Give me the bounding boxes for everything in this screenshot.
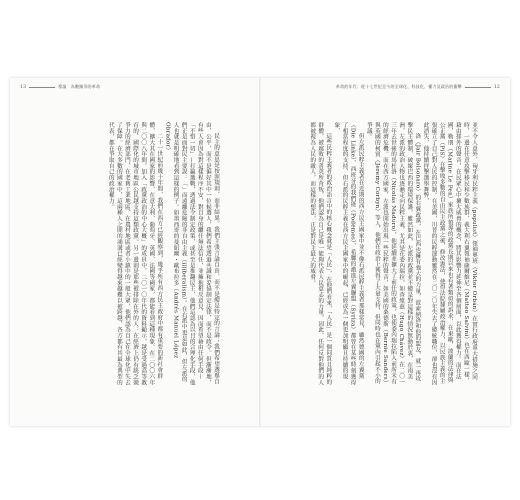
book-spread <box>10 78 510 426</box>
right-paragraph: 這些民粹主義者的政治語言中的核心概念就是「人民」，在他們看來，「人民」是一個同質且純粹的群體，被腐敗的菁英所背叛，他們認為自己是唯一能夠代表人民意志的力量，因此，任何反對他們的人都被視為人民的敵人，而這樣的想法，正是對民主最大的威脅。 <box>309 122 332 386</box>
right-page-text <box>292 122 478 387</box>
right-page-number: 12 <box>493 85 500 90</box>
header-rule <box>465 87 491 88</box>
left-page-text <box>54 122 220 387</box>
book-gutter <box>259 78 261 426</box>
right-paragraph: 但左派民粹主義者在近期的西方民主國家中並不像右派民粹主義者那樣常見，雖然德國的左翼黨（Die Linke）、西班牙的我們能（Podemos）、希臘的激進左翼聯盟（Syriza）都曾在某些時刻獲得了相當程度的支持，但右派的民粹主義在西方民主國家中的崛起，已經成為一個更加明顯且持續的現象， <box>333 122 364 386</box>
left-running-head <box>20 84 100 90</box>
right-head-title: 革命的年代：從十七世紀至今的全球化、科技化、權力及政治的衝擊 <box>335 84 462 89</box>
right-paragraph: 洛（Jair Bolsonaro）的右翼政黨，在巴西也擁有強大的力量，波索納洛和他的盟友，就一再攻擊民主體制，破壞巴西的環境保護。雖然如此，左派的政黨並不總是對這樣的情況無動於衷，在南美洲，左派的政治人物也逐漸走向民粹主義，尤其是在委內瑞拉，如查維茲（Hugo Chávez）在二〇一三年去世後的馬杜洛（Nicolás Maduro），他延續並擴大了前任的政策，也使委內瑞拉陷入前所未有的經濟危機。而在西方國家，左派也開始出現一些民粹的聲音，如美國的桑德斯（Bernie Sanders）與英國的柯賓（Jeremy Corbyn）等人，他們在政治上獲得了大量支持，但同時也在黨內引起不小的爭議。 <box>365 122 421 386</box>
right-running-head <box>336 84 500 90</box>
header-rule <box>29 87 55 88</box>
left-paragraph: 民主的意思是按照規則，而非結果。我們主張言論自由，而不是總是特定的言論；我們希望選舉自由，公平，而不是偏好其中一位候選人，我們希望透過共識和妥協制定法律，而不是政令。但漸漸地，有些人會因為對這樣程序不安，對自身的繼任無法信任，並擁抱相反意見，因而希望藉由任何手段—「不惜一切」—打贏選戰，透過法令制定政策，或甚至是推翻民主，他們這認為以目的合理化手段，他們正是面對民主要說：「」而遠離危險的非自由主義（illiberalism）。在右派中更是如此，但左派的人也就是明確地看到這樣的例子。如墨西哥的曼紐爾・歐布拉多（Andrés Manuel López Obrador） <box>164 122 219 386</box>
left-head-title: 導論 為數據爭的革命 <box>58 84 101 89</box>
left-paragraph: 二十一世紀前幾十年間，我們在西方已經觀察到，幾乎所有西方民主政府中都有重要的新社會群體，擴大其在國家的影響，在意大利、葡萄牙、英國、法國等國家，都能看到這種現象。在二〇〇六年與二〇〇八年間，加入「政黨政治的中心大概」的成員中，二〇一〇年代的資料顯示，越是受過高等教育的、國際化的城市地區公民越支持這類政黨。另一邊則是那些被排除在外的人：在經濟上仍有缺乏競爭力的經濟部門、在老舊工業地區、在農村地區或者小鎮中的一般大眾，他們認為自己在全球化中失去了保障。在大多數的國家中，這兩種人之間的鴻溝已經變得越來越難以被跨越，各方都有其最為典型的代表，都在爭取自己的政治權力。 <box>107 122 163 386</box>
right-paragraph: 並不令人意外，匈牙利民粹主義（populist）領袖奧班（Viktor Orbán）在實行政府重大措施之同時，一邊在任意攻擊移民和少數族群，義大利右翼領袖薩爾維尼（Matteo Salvini）也在西歐一樣，藉由排外的聲音，在民眾心中擴大威脅的概念，將其影響力延伸至各個層面，以此獲得權力。而在法國，勒朋（Marine Le Pen）家族所領導的政黨長期以來也有著類似的訴求，在東歐，波蘭的法律與公正黨（PiS）在擊敗多數的自由民主政黨之後，修改憲法，使得法院隸屬政治權力，以民族主義的主張確立了自己對人民的控制。在美國，川普的民粹運動雖然在二〇二〇年失去了總統職位，卻也沒有因此消失，他持續抨擊選舉舞弊， <box>422 122 477 386</box>
left-page-number: 13 <box>20 85 27 90</box>
